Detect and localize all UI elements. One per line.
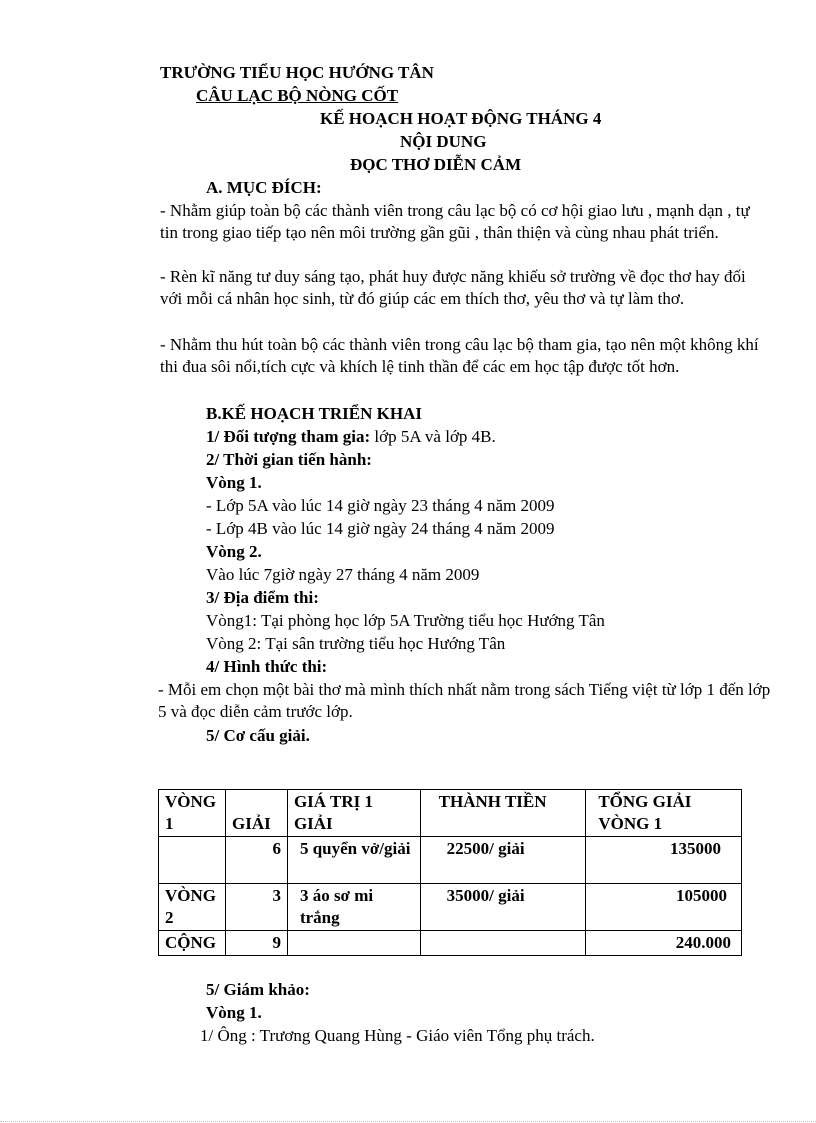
- participants-line: [206, 426, 496, 448]
- format-label: 4/ Hình thức thi:: [206, 657, 328, 676]
- table-cell: 6: [225, 837, 287, 884]
- round1-schedule-1: - Lớp 5A vào lúc 14 giờ ngày 23 tháng 4 năm 2009: [206, 496, 555, 515]
- table-row: [159, 837, 742, 884]
- table-cell: [420, 931, 586, 956]
- table-cell: 5 quyển vở/giải: [287, 837, 420, 884]
- round1-schedule-2: - Lớp 4B vào lúc 14 giờ ngày 24 tháng 4 năm 2009: [206, 519, 555, 538]
- header-cell-round1: VÒNG 1: [159, 790, 226, 837]
- table-row: [159, 931, 742, 956]
- judge-1: 1/ Ông : Trương Quang Hùng - Giáo viên Tổng phụ trách.: [200, 1026, 595, 1045]
- club-name: CÂU LẠC BỘ NÒNG CỐT: [196, 86, 399, 105]
- table-cell: [287, 931, 420, 956]
- section-b-title: B.KẾ HOẠCH TRIỂN KHAI: [206, 404, 423, 423]
- section-a-title: A. MỤC ĐÍCH:: [206, 178, 322, 197]
- topic-heading: ĐỌC THƠ DIỄN CẢM: [350, 155, 522, 174]
- purpose-paragraph-1: - Nhằm giúp toàn bộ các thành viên trong câu lạc bộ có cơ hội giao lưu , mạnh dạn , tự tin trong giao tiếp tạo nên môi trường gần gũi , thân thiện và cùng nhau phát triển.: [160, 201, 750, 242]
- participants-value: lớp 5A và lớp 4B.: [370, 427, 496, 446]
- venue-label: 3/ Địa điểm thi:: [206, 588, 319, 607]
- header-cell-amount: THÀNH TIỀN: [420, 790, 586, 837]
- table-row: [159, 884, 742, 931]
- table-cell: 240.000: [586, 931, 742, 956]
- venue-round1: Vòng1: Tại phòng học lớp 5A Trường tiểu học Hướng Tân: [206, 611, 605, 630]
- prize-table: [158, 789, 742, 956]
- table-header-row: [159, 790, 742, 837]
- table-cell: 135000: [586, 837, 742, 884]
- table-cell: 35000/ giải: [420, 884, 586, 931]
- judges-label: 5/ Giám khảo:: [206, 980, 310, 999]
- table-cell: VÒNG 2: [159, 884, 226, 931]
- header-cell-total: TỔNG GIẢI VÒNG 1: [586, 790, 742, 837]
- judges-round1-label: Vòng 1.: [206, 1003, 262, 1022]
- school-name: TRƯỜNG TIỂU HỌC HƯỚNG TÂN: [160, 63, 434, 82]
- time-label: 2/ Thời gian tiến hành:: [206, 450, 372, 469]
- purpose-paragraph-3: - Nhằm thu hút toàn bộ các thành viên trong câu lạc bộ tham gia, tạo nên một không khí thi đua sôi nổi,tích cực và khích lệ tinh thần để các em học tập được tốt hơn.: [160, 335, 759, 376]
- purpose-paragraph-2: - Rèn kĩ năng tư duy sáng tạo, phát huy được năng khiếu sở trường về đọc thơ hay đối với mỗi cá nhân học sinh, từ đó giúp các em thích thơ, yêu thơ và tự làm thơ.: [160, 267, 746, 308]
- table-cell: 105000: [586, 884, 742, 931]
- table-cell: 9: [225, 931, 287, 956]
- venue-round2: Vòng 2: Tại sân trường tiểu học Hướng Tân: [206, 634, 506, 653]
- header-cell-prize: GIẢI: [225, 790, 287, 837]
- format-description: - Mỗi em chọn một bài thơ mà mình thích nhất nằm trong sách Tiếng việt từ lớp 1 đến lớp 5 và đọc diễn cảm trước lớp.: [158, 680, 771, 721]
- table-cell: 3 áo sơ mi trắng: [287, 884, 420, 931]
- header-cell-unit-value: GIÁ TRỊ 1 GIẢI: [287, 790, 420, 837]
- page-bottom-edge: [0, 1121, 816, 1122]
- table-cell: 3: [225, 884, 287, 931]
- content-heading: NỘI DUNG: [400, 132, 487, 151]
- plan-title: KẾ HOẠCH HOẠT ĐỘNG THÁNG 4: [320, 109, 602, 128]
- participants-label: 1/ Đối tượng tham gia:: [206, 427, 371, 446]
- round1-label: Vòng 1.: [206, 473, 262, 492]
- round2-label: Vòng 2.: [206, 542, 262, 561]
- table-cell: [159, 837, 226, 884]
- round2-schedule: Vào lúc 7giờ ngày 27 tháng 4 năm 2009: [206, 565, 480, 584]
- table-cell: 22500/ giải: [420, 837, 586, 884]
- table-cell: CỘNG: [159, 931, 226, 956]
- prize-structure-label: 5/ Cơ cấu giải.: [206, 726, 310, 745]
